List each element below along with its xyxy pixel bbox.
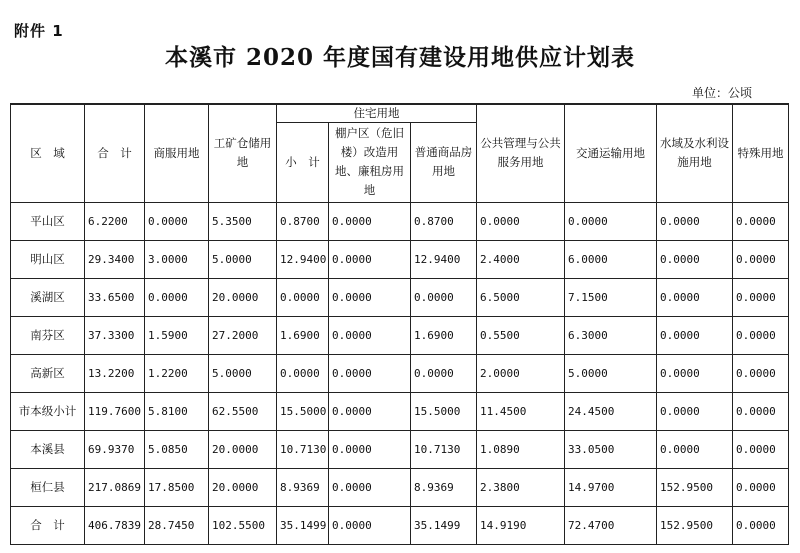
cell-commercial: 5.0850 (145, 430, 209, 468)
header-water: 水域及水利设施用地 (657, 104, 733, 202)
header-industrial: 工矿仓储用 地 (209, 104, 277, 202)
cell-region: 南芬区 (11, 316, 85, 354)
cell-transport: 5.0000 (565, 354, 657, 392)
cell-commercial: 5.8100 (145, 392, 209, 430)
table-row (11, 316, 789, 354)
cell-transport: 6.0000 (565, 240, 657, 278)
cell-industrial: 5.0000 (209, 354, 277, 392)
cell-res-commodity: 0.0000 (411, 354, 477, 392)
cell-industrial: 62.5500 (209, 392, 277, 430)
cell-region: 明山区 (11, 240, 85, 278)
cell-res-shanty: 0.0000 (329, 392, 411, 430)
cell-res-shanty: 0.0000 (329, 506, 411, 544)
table-row (11, 202, 789, 240)
cell-res-subtotal: 0.0000 (277, 354, 329, 392)
cell-public: 0.5500 (477, 316, 565, 354)
header-commercial: 商服用地 (145, 104, 209, 202)
cell-res-shanty: 0.0000 (329, 278, 411, 316)
cell-total: 29.3400 (85, 240, 145, 278)
cell-commercial: 17.8500 (145, 468, 209, 506)
land-supply-plan-table (10, 103, 789, 545)
cell-special: 0.0000 (733, 316, 789, 354)
table-header (11, 104, 789, 202)
cell-res-commodity: 35.1499 (411, 506, 477, 544)
cell-water: 152.9500 (657, 506, 733, 544)
header-residential-group: 住宅用地 (277, 104, 477, 122)
cell-transport: 24.4500 (565, 392, 657, 430)
cell-transport: 0.0000 (565, 202, 657, 240)
cell-water: 0.0000 (657, 316, 733, 354)
unit-label: 单位：公顷 (691, 86, 752, 100)
cell-region: 高新区 (11, 354, 85, 392)
cell-res-subtotal: 1.6900 (277, 316, 329, 354)
cell-public: 2.3800 (477, 468, 565, 506)
cell-res-subtotal: 0.0000 (277, 278, 329, 316)
cell-res-shanty: 0.0000 (329, 354, 411, 392)
cell-special: 0.0000 (733, 354, 789, 392)
cell-res-subtotal: 8.9369 (277, 468, 329, 506)
cell-commercial: 3.0000 (145, 240, 209, 278)
cell-res-commodity: 15.5000 (411, 392, 477, 430)
cell-water: 152.9500 (657, 468, 733, 506)
cell-public: 0.0000 (477, 202, 565, 240)
header-public: 公共管理与公共服务用地 (477, 104, 565, 202)
cell-public: 2.4000 (477, 240, 565, 278)
cell-industrial: 20.0000 (209, 468, 277, 506)
header-special: 特殊用地 (733, 104, 789, 202)
cell-total: 37.3300 (85, 316, 145, 354)
table-body (11, 202, 789, 544)
cell-total: 6.2200 (85, 202, 145, 240)
cell-res-subtotal: 10.7130 (277, 430, 329, 468)
cell-region: 本溪县 (11, 430, 85, 468)
header-transport: 交通运输用地 (565, 104, 657, 202)
cell-public: 11.4500 (477, 392, 565, 430)
cell-industrial: 20.0000 (209, 430, 277, 468)
cell-region: 市本级小计 (11, 392, 85, 430)
cell-transport: 14.9700 (565, 468, 657, 506)
header-residential-shanty: 棚户区（危旧楼）改造用地、廉租房用地 (329, 122, 411, 202)
cell-industrial: 20.0000 (209, 278, 277, 316)
cell-res-shanty: 0.0000 (329, 468, 411, 506)
table-row (11, 240, 789, 278)
cell-special: 0.0000 (733, 202, 789, 240)
cell-industrial: 5.3500 (209, 202, 277, 240)
cell-transport: 72.4700 (565, 506, 657, 544)
cell-public: 14.9190 (477, 506, 565, 544)
cell-res-commodity: 1.6900 (411, 316, 477, 354)
cell-res-subtotal: 15.5000 (277, 392, 329, 430)
cell-region: 桓仁县 (11, 468, 85, 506)
cell-res-commodity: 12.9400 (411, 240, 477, 278)
cell-transport: 33.0500 (565, 430, 657, 468)
cell-transport: 6.3000 (565, 316, 657, 354)
cell-water: 0.0000 (657, 392, 733, 430)
cell-public: 1.0890 (477, 430, 565, 468)
cell-industrial: 27.2000 (209, 316, 277, 354)
cell-res-subtotal: 0.8700 (277, 202, 329, 240)
header-residential-subtotal: 小 计 (277, 122, 329, 202)
cell-transport: 7.1500 (565, 278, 657, 316)
cell-res-subtotal: 35.1499 (277, 506, 329, 544)
cell-industrial: 5.0000 (209, 240, 277, 278)
cell-res-commodity: 8.9369 (411, 468, 477, 506)
cell-total: 217.0869 (85, 468, 145, 506)
cell-res-shanty: 0.0000 (329, 316, 411, 354)
cell-special: 0.0000 (733, 392, 789, 430)
cell-commercial: 28.7450 (145, 506, 209, 544)
cell-water: 0.0000 (657, 430, 733, 468)
cell-total: 33.6500 (85, 278, 145, 316)
cell-water: 0.0000 (657, 240, 733, 278)
cell-commercial: 0.0000 (145, 202, 209, 240)
cell-water: 0.0000 (657, 354, 733, 392)
cell-region: 平山区 (11, 202, 85, 240)
table-row (11, 278, 789, 316)
cell-special: 0.0000 (733, 240, 789, 278)
header-total: 合 计 (85, 104, 145, 202)
cell-water: 0.0000 (657, 202, 733, 240)
cell-total: 69.9370 (85, 430, 145, 468)
cell-commercial: 1.2200 (145, 354, 209, 392)
cell-special: 0.0000 (733, 506, 789, 544)
cell-res-shanty: 0.0000 (329, 202, 411, 240)
table-row (11, 430, 789, 468)
cell-industrial: 102.5500 (209, 506, 277, 544)
cell-special: 0.0000 (733, 468, 789, 506)
cell-public: 6.5000 (477, 278, 565, 316)
table-row (11, 392, 789, 430)
cell-total: 119.7600 (85, 392, 145, 430)
cell-res-shanty: 0.0000 (329, 430, 411, 468)
cell-total: 406.7839 (85, 506, 145, 544)
cell-region: 溪湖区 (11, 278, 85, 316)
cell-special: 0.0000 (733, 278, 789, 316)
cell-res-shanty: 0.0000 (329, 240, 411, 278)
cell-commercial: 0.0000 (145, 278, 209, 316)
header-residential-commodity: 普通商品房用地 (411, 122, 477, 202)
cell-total: 13.2200 (85, 354, 145, 392)
cell-res-subtotal: 12.9400 (277, 240, 329, 278)
cell-special: 0.0000 (733, 430, 789, 468)
cell-commercial: 1.5900 (145, 316, 209, 354)
cell-res-commodity: 0.0000 (411, 278, 477, 316)
cell-region: 合 计 (11, 506, 85, 544)
header-region: 区 域 (11, 104, 85, 202)
attachment-label: 附件 1 (14, 22, 64, 40)
cell-res-commodity: 0.8700 (411, 202, 477, 240)
table-row (11, 506, 789, 544)
cell-public: 2.0000 (477, 354, 565, 392)
table-row (11, 354, 789, 392)
table-row (11, 468, 789, 506)
document-title: 本溪市 2020 年度国有建设用地供应计划表 (164, 44, 636, 71)
cell-res-commodity: 10.7130 (411, 430, 477, 468)
cell-water: 0.0000 (657, 278, 733, 316)
